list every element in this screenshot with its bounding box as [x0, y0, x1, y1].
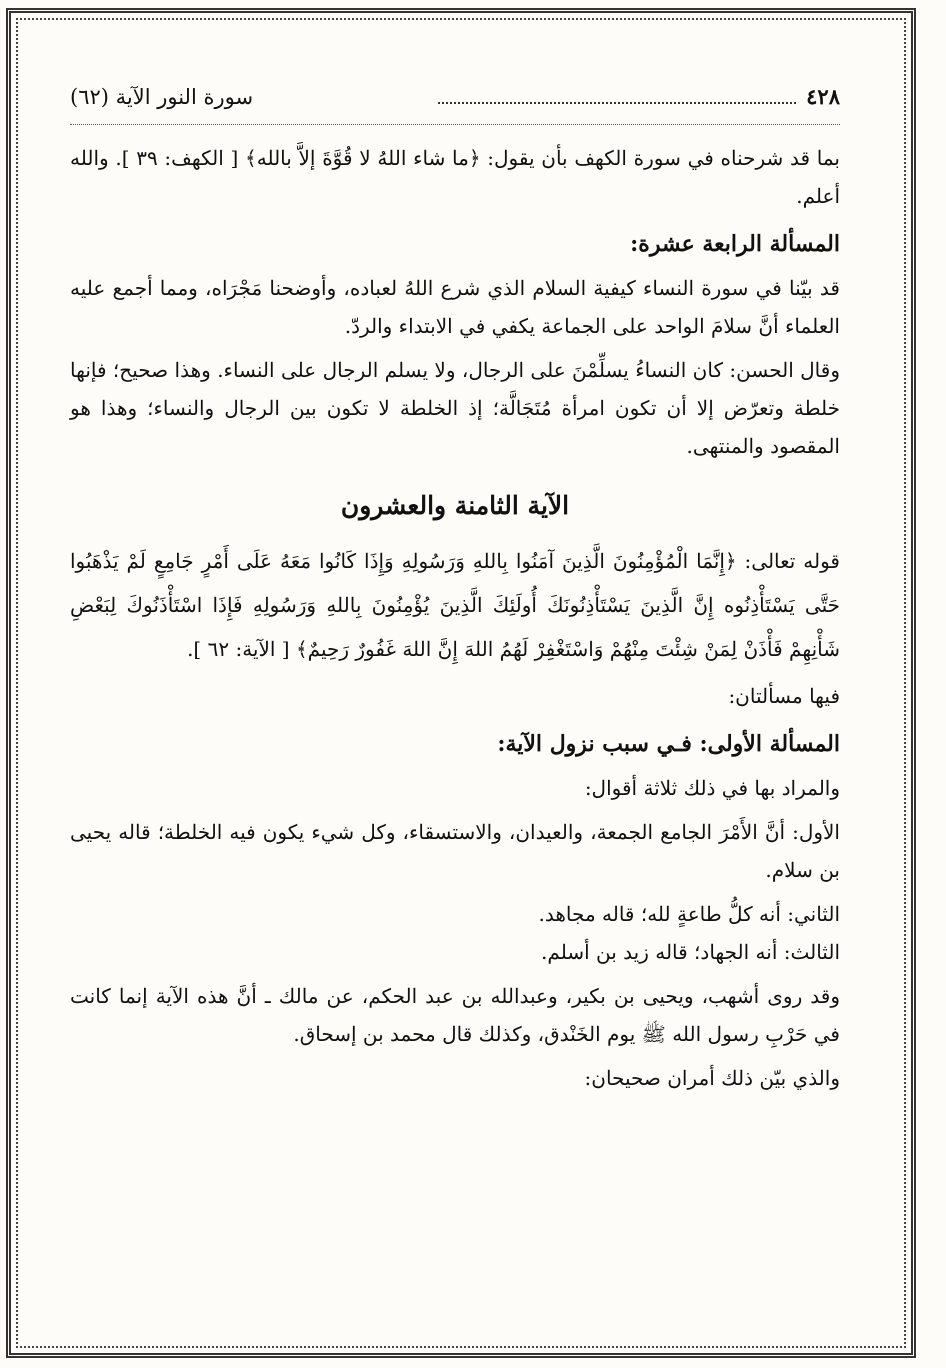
document-page [70, 70, 840, 1103]
paragraph-6: الأول: أنَّ الأَمْرَ الجامع الجمعة، والعيدان، والاستسقاء، وكل شيء يكون فيه الخلطة؛ قاله يحيى بن سلام. [70, 820, 840, 882]
section-title: الآية الثامنة والعشرون [340, 491, 570, 520]
paragraph-1: بما قد شرحناه في سورة الكهف بأن يقول: ﴿ما شاء اللهُ لا قُوَّةَ إلاَّ بالله﴾ [ الكهف: ٣٩ ]. والله أعلم. [70, 146, 840, 208]
page-number: ٤٢٨ [806, 84, 840, 109]
paragraph-7: الثاني: أنه كلُّ طاعةٍ لله؛ قاله مجاهد. [538, 902, 840, 926]
quran-verse: قوله تعالى: ﴿إِنَّمَا الْمُؤْمِنُونَ الَّذِينَ آمَنُوا بِاللهِ وَرَسُولِهِ وَإِذَا كَانُوا مَعَهُ عَلَى أَمْرٍ جَامِعٍ لَمْ يَذْهَبُوا حَتَّى يَسْتَأْذِنُوه إِنَّ الَّذِينَ يَسْتَأْذِنُونَكَ أُولَئِكَ الَّذِينَ يُؤْمِنُونَ بِاللهِ وَرَسُولِهِ فَإِذَا اسْتَأْذَنُوكَ لِبَعْضِ شَأْنِهِمْ فَأْذَنْ لِمَنْ شِئْتَ مِنْهُمْ وَاسْتَغْفِرْ لَهُمُ اللهَ إِنَّ اللهَ غَفُورٌ رَحِيمٌ﴾ [ الآية: ٦٢ ]. [70, 549, 840, 661]
header-dotted-leader [438, 90, 796, 104]
running-header [70, 70, 840, 125]
paragraph-5: والمراد بها في ذلك ثلاثة أقوال: [584, 776, 840, 800]
heading-issue-1: المسألة الأولى: فـي سبب نزول الآية: [497, 731, 840, 757]
paragraph-4: فيها مسألتان: [728, 684, 840, 708]
paragraph-9: وقد روى أشهب، ويحيى بن بكير، وعبدالله بن عبد الحكم، عن مالك ـ أنَّ هذه الآية إنما كانت في حَرْبِ رسول الله ﷺ يوم الخَنْدق، وكذلك قال محمد بن إسحاق. [70, 984, 840, 1046]
paragraph-8: الثالث: أنه الجهاد؛ قاله زيد بن أسلم. [541, 940, 840, 964]
paragraph-3: وقال الحسن: كان النساءُ يسلِّمْنَ على الرجال، ولا يسلم الرجال على النساء. وهذا صحيح؛ فإنها خلطة وتعرّض إلا أن تكون امرأة مُتَجَالَّة؛ إذ الخلطة لا تكون بين الرجال والنساء؛ وهذا هو المقصود والمنتهى. [70, 358, 840, 458]
running-title: سورة النور الآية (٦٢) [70, 85, 254, 109]
paragraph-2: قد بيّنا في سورة النساء كيفية السلام الذي شرع اللهُ لعباده، وأوضحنا مَجْرَاه، ومما أجمع عليه العلماء أنَّ سلامَ الواحد على الجماعة يكفي في الابتداء والردّ. [70, 276, 840, 338]
paragraph-10: والذي بيّن ذلك أمران صحيحان: [584, 1066, 840, 1090]
heading-issue-14: المسألة الرابعة عشرة: [630, 231, 840, 257]
